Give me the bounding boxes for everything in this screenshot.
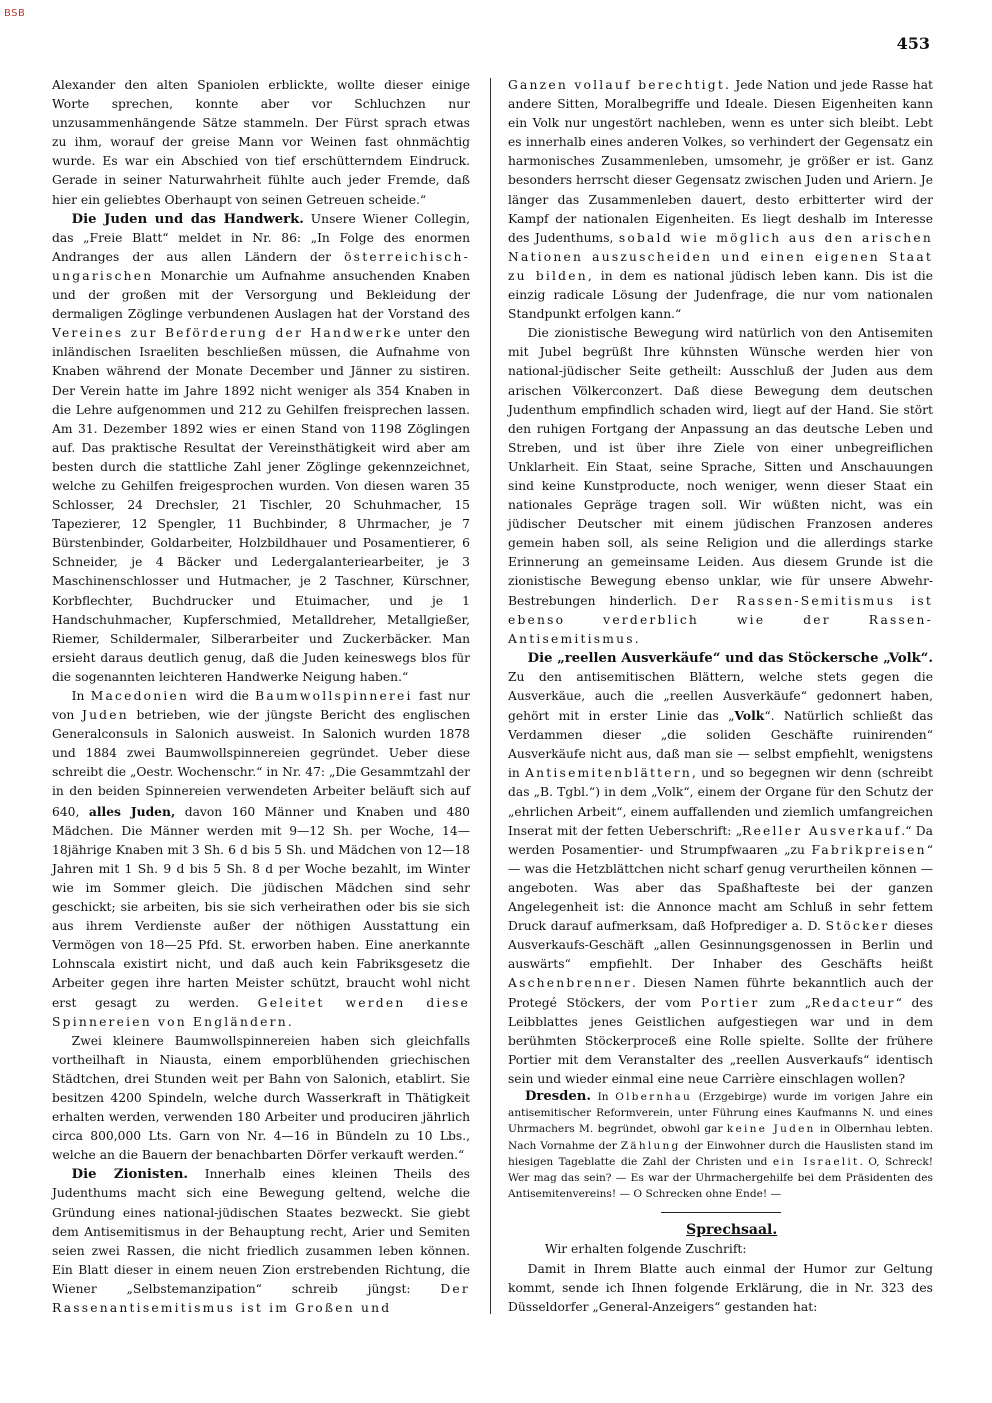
paragraph-niausta: Zwei kleinere Baumwollspinnereien haben sich gleichfalls vortheilhaft in Niausta, einem emporblühenden griechischen Städtchen, drei Stunden weit per Bahn von Salonich, etablirt. Sie besitzen 4200 Spindeln, welche durch Wasserkraft in Thätigkeit erhalten werden, verwenden 180 Arbeiter und produciren jährlich circa 800,000 Lts. Garn von Nr. 4—16 in Bündeln zu 10 Lbs., welche an die Bauern der benachbarten Dörfer verkauft werden.“ <box>52 1033 470 1163</box>
article-reelle-ausverkaeufe: Die „reellen Ausverkäufe“ und das Stöckersche „Volk“. Zu den antisemitischen Blättern, welche stets gegen die Ausverkäue, auch die „reellen Ausverkäufe“ gedonnert haben, gehört mit in erster Linie das „Volk“. Natürlich schließt das Verdammen dieser „die soliden Geschäfte ruinirenden“ Ausverkäufe nicht aus, daß man sie — selbst empfiehlt, wenigstens in Antisemitenblättern, und so begegnen wir denn (schreibt das „B. Tgbl.“) in dem „Volk“, einem der Organe für den Schutz der „ehrlichen Arbeit“, einem auffallenden und ziemlich umfangreichen Inserat mit der fetten Ueberschrift: „Reeller Ausverkauf.“ Da werden Posamentier- und Strumpfwaaren „zu Fabrikpreisen“ — was die Hetzblättchen nicht scharf genug verurtheilen können — angeboten. Was aber das Spaßhafteste bei der ganzen Angelegenheit ist: die Annonce macht am Schluß in sehr fettem Druck darauf aufmerksam, daß Hofprediger a. D. Stöcker dieses Ausverkaufs-Geschäft „allen Gesinnungsgenossen in Berlin und auswärts“ empfiehlt. Der Inhaber des Geschäfts heißt Aschenbrenner. Diesen Namen führte bekanntlich auch der Protegé Stöckers, der vom Portier zum „Redacteur“ des Leibblattes jenes Geistlichen aufgestiegen war und in dem berühmten Stöckerproceß eine Rolle spielte. Sollte der frühere Portier mit dem Veranstalter des „reellen Ausverkaufs“ identisch sein und wieder einmal eine neue Carrière einschlagen wollen? <box>508 650 934 1086</box>
paragraph-alexander: Alexander den alten Spaniolen erblickte, wollte dieser einige Worte sprechen, konnte aber vor Schluchzen nur unzusammenhängende Sätze stammeln. Der Fürst sprach etwas zu ihm, worauf der greise Mann vor Weinen fast ohnmächtig wurde. Es war ein Abschied von tief erschütterndem Eindruck. Gerade in seiner Naturwahrheit fühlte auch jeder Fremde, daß hier ein geliebtes Oberhaupt von seinen Getreuen scheide.“ <box>52 78 470 207</box>
section-rule <box>661 1212 781 1213</box>
paragraph-zuschrift-intro: Wir erhalten folgende Zuschrift: <box>544 1242 747 1257</box>
heading-reelle-ausverkaeufe: Die „reellen Ausverkäufe“ und das Stöckersche „Volk“. <box>527 650 933 666</box>
article-juden-handwerk: Die Juden und das Handwerk. Unsere Wiener Collegin, das „Freie Blatt“ meldet in Nr. 86: „In Folge des enormen Andranges der aus allen Ländern der österreichisch-ungarischen Monarchie um Aufnahme ansuchenden Knaben und der großen mit der Versorgung und Bekleidung der dermaligen Zöglinge verbundenen Auslagen hat der Vorstand des Vereines zur Beförderung der Handwerke unter den inländischen Israeliten beschließen müssen, die Aufnahme von Knaben während der Monate December und Jänner zu sistiren. Der Verein hatte im Jahre 1892 nicht weniger als 354 Knaben in die Lehre aufgenommen und 212 zu Gehilfen freisprechen lassen. Am 31. Dezember 1892 wies er einen Stand von 1198 Zöglingen auf. Das praktische Resultat der Vereinsthätigkeit wird aber am besten durch die stattliche Zahl jener Zöglinge gekennzeichnet, welche zu Gehilfen freigesprochen wurden. Von diesen waren 35 Schlosser, 24 Drechsler, 21 Tischler, 20 Schuhmacher, 15 Tapezierer, 12 Spengler, 11 Buchbinder, 8 Uhrmacher, je 7 Bürstenbinder, Goldarbeiter, Holzbildhauer und Posamentierer, 6 Schneider, je 4 Bäcker und Ledergalanteriearbeiter, je 3 Maschinenschlosser und Hutmacher, je 2 Taschner, Kürschner, Korbflechter, Buchdrucker und Etuimacher, und je 1 Handschuhmacher, Kupferschmied, Metalldreher, Metallgießer, Riemer, Schildermaler, Silberarbeiter und Zuckerbäcker. Man ersieht daraus deutlich genug, daß die Juden keineswegs blos für die sogenannten leichteren Handwerke Neigung haben.“ <box>52 211 470 684</box>
paragraph-zuschrift-body: Damit in Ihrem Blatte auch einmal der Humor zur Geltung kommt, sende ich Ihnen folgende Erklärung, die in Nr. 323 des Düsseldorfer „General-Anzeigers“ gestanden hat: <box>508 1261 933 1314</box>
page-number: 453 <box>896 34 930 53</box>
heading-dresden: Dresden. <box>524 1088 591 1104</box>
article-zionisten: Die Zionisten. Innerhalb eines kleinen Theils des Judenthums macht sich eine Bewegung geltend, welche die Gründung eines national-jüdischen Staates bezweckt. Sie giebt dem Antisemitismus in der Behauptung recht, Arier und Semiten seien zwei Rassen, die nicht friedlich zusammen leben können. Ein Blatt dieser in einem neuen Zion erstrebenden Richtung, die Wiener „Selbstemanzipation“ schreib jüngst: Der Rassenantisemitismus ist im Großen und <box>52 1167 470 1315</box>
section-title-sprechsaal: Sprechsaal. <box>686 1222 778 1239</box>
paragraph-zionisten-continued: Ganzen vollauf berechtigt. Jede Nation und jede Rasse hat andere Sitten, Moralbegriffe und Ideale. Diesen Eigenheiten kann ein Volk nur ungestört nachleben, wenn es unter sich bleibt. Lebt es innerhalb eines anderen Volkes, so verhindert der Gegensatz ein harmonisches Zusammenleben, umsomehr, je größer er ist. Ganz besonders herrscht dieser Gegensatz zwischen Juden und Ariern. Je länger das Zusammenleben dauert, desto erbitterter wird der Kampf der nationalen Eigenheiten. Es liegt deshalb im Interesse des Judenthums, sobald wie möglich aus den arischen Nationen auszuscheiden und einen eigenen Staat zu bilden, in dem es national jüdisch leben kann. Dis ist die einzig radicale Lösung der Judenfrage, die nur vom nationalen Standpunkt erfolgen kann.“ <box>508 78 933 322</box>
column-divider <box>490 78 491 1314</box>
article-macedonien: In Macedonien wird die Baumwollspinnerei fast nur von Juden betrieben, wie der jüngste Bericht des englischen Generalconsuls in Salonich ausweist. In Salonich wurden 1878 und 1884 zwei Baumwollspinnereien gegründet. Ueber diese schreibt die „Oestr. Wochenschr.“ in Nr. 47: „Die Gesammtzahl der in den beiden Spinnereien verwendeten Arbeiter beläuft sich auf 640, alles Juden, davon 160 Männer und Knaben und 480 Mädchen. Die Männer werden mit 9—12 Sh. per Woche, 14—18jährige Knaben mit 3 Sh. 6 d bis 5 Sh. und Mädchen von 12—18 Jahren mit 1 Sh. 9 d bis 5 Sh. 8 d per Woche bezahlt, im Winter wie im Sommer gleich. Die jüdischen Mädchen sind sehr geschickt; sie arbeiten, bis sie sich verheirathen oder bis sie sich aus ihrem Verdienste außer der nöthigen Ausstattung ein Vermögen von 18—25 Pfd. St. erworben haben. Eine anerkannte Lohnscala existirt nicht, und daß auch kein Fabriksgesetz die Arbeiter gegen ihre harten Meister schützt, braucht wohl nicht erst gesagt zu werden. Geleitet werden diese Spinnereien von Engländern. <box>52 689 471 1029</box>
paragraph-zionistische-bewegung: Die zionistische Bewegung wird natürlich von den Antisemiten mit Jubel begrüßt Ihre kühnsten Wünsche werden hier von national-jüdischer Seite getheilt: Ausschluß der Juden aus dem arischen Völkerconzert. Daß diese Bewegung dem deutschen Judenthum empfindlich schaden wird, liegt auf der Hand. Sie stört den ruhigen Fortgang der Anpassung an das deutsche Leben und Streben, und ist über ihre Ziele von einer unbegreiflichen Unklarheit. Ein Staat, seine Sprache, Sitten und Anschauungen sind keine Kunstproducte, noch weniger, wenn dieser Staat ein nationales Gepräge tragen soll. Wir wüßten nicht, was ein jüdischer Deutscher mit einem jüdischen Franzosen anderes gemein haben soll, als seine Religion und die allerdings starke Erinnerung an gemeinsame Leiden. Aus diesem Grunde ist die zionistische Bewegung ebenso unklar, wie für unsere Abwehr-Bestrebungen hinderlich. Der Rassen-Semitismus ist ebenso verderblich wie der Rassen-Antisemitismus. <box>508 326 933 646</box>
article-dresden: Dresden. In Olbernhau (Erzgebirge) wurde im vorigen Jahre ein antisemitischer Reformverein, unter Führung eines Kaufmanns N. und eines Uhrmachers M. begründet, obwohl gar keine Juden in Olbernhau lebten. Nach Vornahme der Zählung der Einwohner durch die Hauslisten stand im hiesigen Tageblatte die Zahl der Christen und ein Israelit. O, Schreck! Wer mag das sein? — Es war der Uhrmachergehilfe bei dem Präsidenten des Antisemitenvereins! — O Schrecken ohne Ende! — <box>508 1088 933 1201</box>
right-column <box>508 76 933 1317</box>
heading-juden-handwerk: Die Juden und das Handwerk. <box>71 211 304 227</box>
left-column <box>52 76 470 1318</box>
library-watermark: BSB <box>4 8 26 19</box>
heading-zionisten: Die Zionisten. <box>71 1167 189 1183</box>
